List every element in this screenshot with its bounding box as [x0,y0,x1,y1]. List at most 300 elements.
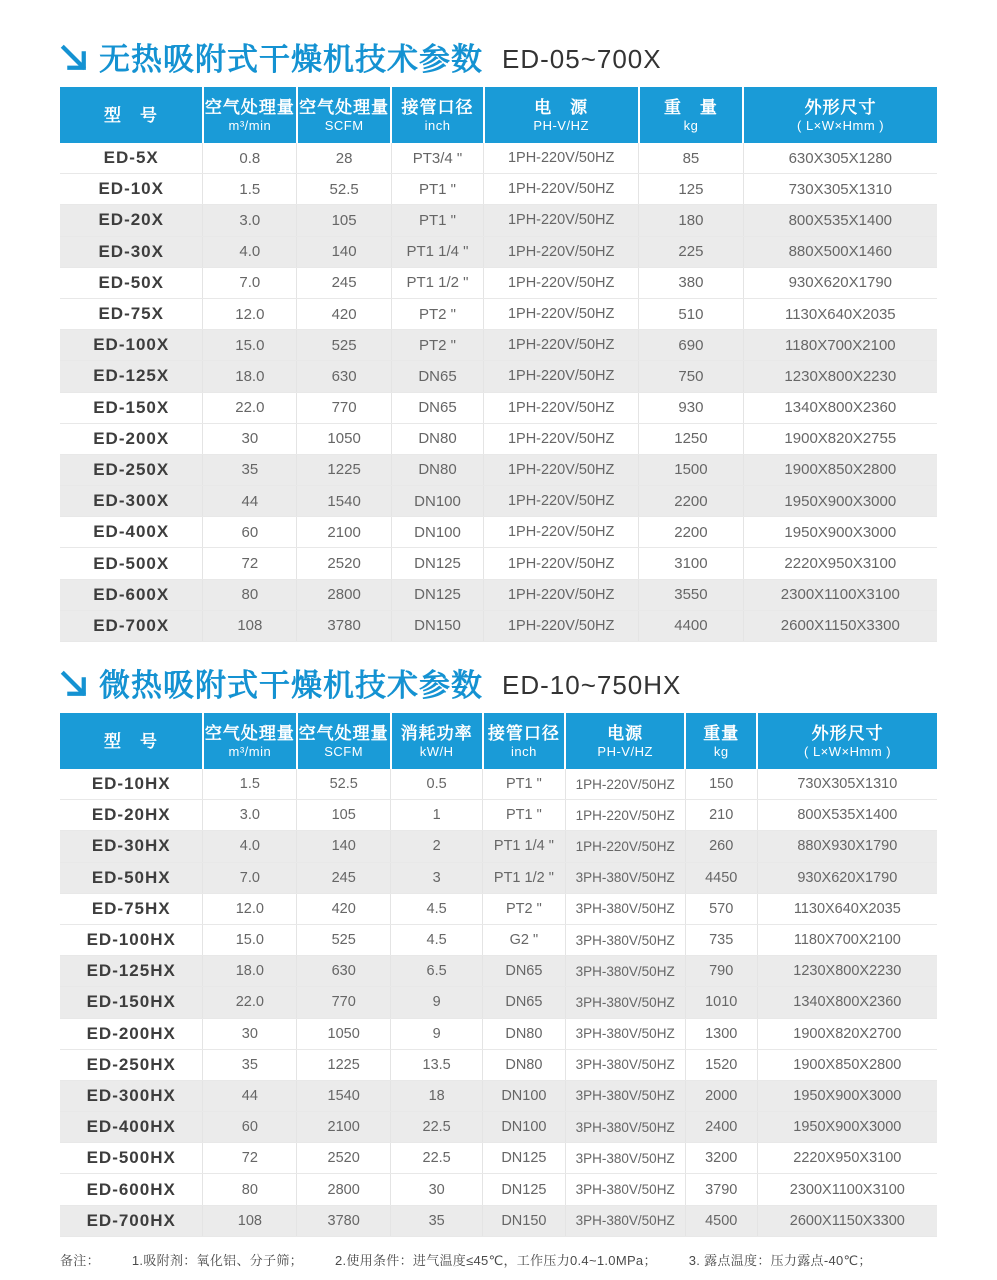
table-cell: 3200 [685,1143,757,1174]
header-cell [391,87,483,143]
table-cell: 13.5 [391,1049,483,1080]
table-cell: 140 [297,236,392,267]
header-cell [297,713,391,769]
table-cell: 1900X820X2700 [757,1018,937,1049]
table-cell: 1.5 [203,174,297,205]
table-cell: DN65 [391,361,483,392]
table-row [60,548,937,579]
header-row [60,713,937,769]
table-cell: 35 [203,1049,297,1080]
footnote-item: 2.使用条件：进气温度≤45℃，工作压力0.4~1.0MPa； [334,1252,657,1268]
header-cell [565,713,685,769]
table-row [60,298,937,329]
header-cell [60,87,203,143]
table-cell: 1900X850X2800 [743,454,937,485]
header-label-unit: ( L×W×Hmm ) [797,117,885,133]
model-range-label-2: ED-10~750HX [502,670,682,700]
table-cell: 1PH-220V/50HZ [484,610,639,641]
header-cell [391,713,483,769]
table-cell: 1PH-220V/50HZ [484,579,639,610]
header-label-zh: 接管口径 [401,97,474,117]
table-cell: 3PH-380V/50HZ [565,956,685,987]
table-cell: 2400 [685,1112,757,1143]
table-cell: 1050 [297,423,392,454]
page-title-2: 微热吸附式干燥机技术参数 [99,667,483,703]
table-cell: 525 [297,924,391,955]
table-row [60,423,937,454]
table-cell: 1PH-220V/50HZ [484,392,639,423]
table-cell: 3PH-380V/50HZ [565,1143,685,1174]
table-cell: 3PH-380V/50HZ [565,924,685,955]
table-cell: 3PH-380V/50HZ [565,1018,685,1049]
table-cell: 52.5 [297,174,392,205]
table-cell: 180 [639,205,743,236]
table-cell: 18.0 [203,361,297,392]
table-cell: 260 [685,831,757,862]
table-cell: 44 [203,1080,297,1111]
table-cell: 1PH-220V/50HZ [484,548,639,579]
table-cell: 1250 [639,423,743,454]
table-row [60,174,937,205]
table-row [60,267,937,298]
table-cell: DN125 [483,1174,565,1205]
header-label-zh: 型 号 [103,105,158,125]
header-row [60,87,937,143]
table-row [60,517,937,548]
table-cell: 1PH-220V/50HZ [484,267,639,298]
table-cell: 800X535X1400 [743,205,937,236]
table-cell: 2800 [297,579,392,610]
heatless-dryer-section [60,36,937,642]
table-cell: 1130X640X2035 [743,298,937,329]
table-cell: 15.0 [203,330,297,361]
header-label-unit: PH-V/HZ [533,117,589,133]
table-cell: 880X500X1460 [743,236,937,267]
header-label-unit: SCFM [324,117,364,133]
table-row [60,1174,937,1205]
table-cell: DN100 [483,1080,565,1111]
header-label-zh: 空气处理量 [298,723,389,743]
table-row [60,361,937,392]
table-cell: 1230X800X2230 [757,956,937,987]
table-cell: 2100 [297,517,392,548]
table-row [60,486,937,517]
model-cell: ED-5X [60,143,203,174]
table-cell: 690 [639,330,743,361]
table-cell: 44 [203,486,297,517]
table-cell: 125 [639,174,743,205]
model-cell: ED-200HX [60,1018,203,1049]
table-cell: 3100 [639,548,743,579]
table-cell: 1PH-220V/50HZ [565,831,685,862]
table-cell: 930 [639,392,743,423]
table-cell: 3PH-380V/50HZ [565,862,685,893]
model-cell: ED-150X [60,392,203,423]
table-cell: PT2 " [483,893,565,924]
table-row [60,236,937,267]
table-cell: PT1 1/2 " [483,862,565,893]
model-cell: ED-500HX [60,1143,203,1174]
table-cell: 245 [297,267,392,298]
table-cell: 770 [297,987,391,1018]
table-cell: 72 [203,1143,297,1174]
arrow-down-right-icon [60,670,90,700]
header-cell [757,713,937,769]
header-label-zh: 空气处理量 [204,723,295,743]
table-cell: PT1 1/4 " [483,831,565,862]
table-cell: 2100 [297,1112,391,1143]
table-cell: 30 [391,1174,483,1205]
table-row [60,893,937,924]
table-row [60,610,937,641]
spec-table-heated [60,713,937,1237]
model-cell: ED-20HX [60,800,203,831]
table-cell: 1540 [297,1080,391,1111]
table-cell: 72 [203,548,297,579]
table-cell: DN80 [391,423,483,454]
table-cell: DN65 [483,987,565,1018]
table-cell: 790 [685,956,757,987]
spec-table-heatless [60,87,937,642]
table-cell: 60 [203,1112,297,1143]
model-cell: ED-200X [60,423,203,454]
header-label-zh: 空气处理量 [204,97,295,117]
model-cell: ED-10X [60,174,203,205]
model-cell: ED-75X [60,298,203,329]
table-cell: 1900X820X2755 [743,423,937,454]
table-cell: 3PH-380V/50HZ [565,1112,685,1143]
table-cell: 1230X800X2230 [743,361,937,392]
table-cell: 150 [685,769,757,800]
table-cell: 80 [203,1174,297,1205]
table-cell: 3PH-380V/50HZ [565,1049,685,1080]
table-cell: 30 [203,1018,297,1049]
table-cell: 35 [391,1205,483,1236]
table-cell: DN100 [391,517,483,548]
header-label-unit: ( L×W×Hmm ) [804,743,892,759]
table-cell: 880X930X1790 [757,831,937,862]
table-cell: 2220X950X3100 [743,548,937,579]
table-cell: PT1 1/2 " [391,267,483,298]
header-label-zh: 型 号 [103,731,158,751]
table-row [60,800,937,831]
model-cell: ED-125HX [60,956,203,987]
table-cell: 930X620X1790 [743,267,937,298]
header-label-zh: 重 量 [663,97,718,117]
header-cell [743,87,937,143]
header-label-zh: 外形尺寸 [811,723,884,743]
table-cell: 420 [297,298,392,329]
table-cell: 1010 [685,987,757,1018]
table-cell: 9 [391,1018,483,1049]
table-cell: PT2 " [391,298,483,329]
header-cell [639,87,743,143]
model-cell: ED-150HX [60,987,203,1018]
table-cell: 730X305X1310 [743,174,937,205]
model-cell: ED-400HX [60,1112,203,1143]
header-label-zh: 电源 [607,723,644,743]
model-range-label: ED-05~700X [502,44,662,74]
table-row [60,862,937,893]
table-cell: 22.0 [203,392,297,423]
table-cell: 0.5 [391,769,483,800]
table-cell: 4.0 [203,236,297,267]
table-cell: 18 [391,1080,483,1111]
footnote [60,1250,937,1269]
table-cell: 4450 [685,862,757,893]
table-cell: 4500 [685,1205,757,1236]
table-cell: 3.0 [203,800,297,831]
table-cell: 1950X900X3000 [757,1112,937,1143]
table-row [60,454,937,485]
table-cell: 800X535X1400 [757,800,937,831]
table-cell: 3 [391,862,483,893]
table-cell: 1180X700X2100 [743,330,937,361]
table-cell: 105 [297,800,391,831]
model-cell: ED-10HX [60,769,203,800]
table-cell: 60 [203,517,297,548]
header-label-unit: m³/min [228,743,272,759]
table-cell: 2520 [297,1143,391,1174]
heated-dryer-section [60,662,937,1237]
table-cell: DN80 [391,454,483,485]
table-cell: 2600X1150X3300 [757,1205,937,1236]
table-cell: 1180X700X2100 [757,924,937,955]
table-cell: 15.0 [203,924,297,955]
table-cell: 7.0 [203,862,297,893]
table-cell: 630 [297,956,391,987]
table-cell: 2600X1150X3300 [743,610,937,641]
header-cell [203,713,297,769]
table-cell: 2520 [297,548,392,579]
table-cell: PT2 " [391,330,483,361]
model-cell: ED-300X [60,486,203,517]
table-cell: 3PH-380V/50HZ [565,1205,685,1236]
table-cell: 108 [203,1205,297,1236]
table-cell: DN125 [483,1143,565,1174]
table-cell: 1900X850X2800 [757,1049,937,1080]
table-cell: 930X620X1790 [757,862,937,893]
table-cell: 245 [297,862,391,893]
table-cell: 1PH-220V/50HZ [565,769,685,800]
table-cell: DN80 [483,1018,565,1049]
table-cell: 1PH-220V/50HZ [484,517,639,548]
model-cell: ED-250HX [60,1049,203,1080]
table-row [60,1018,937,1049]
model-cell: ED-600HX [60,1174,203,1205]
table-cell: PT1 " [483,800,565,831]
table-cell: 3PH-380V/50HZ [565,987,685,1018]
table-cell: DN125 [391,548,483,579]
table-row [60,831,937,862]
table-cell: DN150 [483,1205,565,1236]
table-cell: 4.5 [391,924,483,955]
model-cell: ED-700HX [60,1205,203,1236]
table-cell: 35 [203,454,297,485]
model-cell: ED-700X [60,610,203,641]
model-cell: ED-50HX [60,862,203,893]
table-cell: PT1 " [391,205,483,236]
table-row [60,579,937,610]
footnote-item: 1.吸附剂：氧化铝、分子筛； [131,1252,303,1268]
header-label-unit: kW/H [419,743,454,759]
table-cell: 1PH-220V/50HZ [484,143,639,174]
header-cell [483,713,565,769]
table-cell: PT1 " [483,769,565,800]
table-cell: 1PH-220V/50HZ [484,361,639,392]
model-cell: ED-50X [60,267,203,298]
table-cell: 2200 [639,517,743,548]
table-cell: 770 [297,392,392,423]
arrow-down-right-icon [60,44,90,74]
header-label-zh: 电 源 [534,97,589,117]
table-cell: 12.0 [203,298,297,329]
table-cell: 12.0 [203,893,297,924]
table-cell: 380 [639,267,743,298]
table-cell: 1300 [685,1018,757,1049]
table-cell: DN100 [483,1112,565,1143]
table-cell: 2000 [685,1080,757,1111]
table-cell: 4400 [639,610,743,641]
header-label-unit: m³/min [228,117,272,133]
header-cell [297,87,392,143]
model-cell: ED-600X [60,579,203,610]
header-cell [60,713,203,769]
section-title-heatless [60,36,937,82]
header-label-unit: PH-V/HZ [597,743,653,759]
table-cell: 3PH-380V/50HZ [565,893,685,924]
page-title: 无热吸附式干燥机技术参数 [99,41,483,77]
table-cell: 105 [297,205,392,236]
table-cell: 3PH-380V/50HZ [565,1080,685,1111]
header-label-unit: inch [424,117,451,133]
table-cell: 1.5 [203,769,297,800]
footnote-item: 3. 露点温度：压力露点-40℃； [688,1252,872,1268]
table-cell: 108 [203,610,297,641]
table-cell: 6.5 [391,956,483,987]
header-label-zh: 外形尺寸 [804,97,877,117]
table-cell: 2800 [297,1174,391,1205]
table-row [60,392,937,423]
header-label-unit: kg [683,117,699,133]
header-cell [685,713,757,769]
table-cell: 1PH-220V/50HZ [484,486,639,517]
table-cell: 1PH-220V/50HZ [565,800,685,831]
table-cell: 1500 [639,454,743,485]
table-cell: 225 [639,236,743,267]
table-cell: 0.8 [203,143,297,174]
table-cell: 735 [685,924,757,955]
table-cell: 4.5 [391,893,483,924]
table-cell: 570 [685,893,757,924]
table-cell: 1950X900X3000 [757,1080,937,1111]
header-label-zh: 空气处理量 [299,97,390,117]
table-row [60,769,937,800]
table-cell: 28 [297,143,392,174]
table-cell: DN150 [391,610,483,641]
table-row [60,1080,937,1111]
table-cell: 1050 [297,1018,391,1049]
table-row [60,330,937,361]
table-cell: 80 [203,579,297,610]
table-cell: DN65 [483,956,565,987]
model-cell: ED-75HX [60,893,203,924]
table-cell: 1PH-220V/50HZ [484,205,639,236]
table-row [60,1112,937,1143]
table-cell: 22.0 [203,987,297,1018]
table-cell: 2220X950X3100 [757,1143,937,1174]
model-cell: ED-20X [60,205,203,236]
table-cell: 1340X800X2360 [743,392,937,423]
table-cell: DN100 [391,486,483,517]
header-label-unit: inch [510,743,537,759]
table-row [60,987,937,1018]
table-row [60,1143,937,1174]
table-cell: 2300X1100X3100 [743,579,937,610]
table-cell: 140 [297,831,391,862]
table-cell: 1 [391,800,483,831]
table-cell: 1PH-220V/50HZ [484,454,639,485]
table-cell: 22.5 [391,1112,483,1143]
model-cell: ED-400X [60,517,203,548]
header-cell [203,87,297,143]
header-label-zh: 接管口径 [487,723,560,743]
table-cell: 22.5 [391,1143,483,1174]
table-cell: 420 [297,893,391,924]
table-row [60,924,937,955]
table-cell: PT1 " [391,174,483,205]
table-cell: 3780 [297,610,392,641]
footnote-items [132,1253,872,1268]
model-cell: ED-30X [60,236,203,267]
header-label-unit: kg [713,743,729,759]
table-cell: 1950X900X3000 [743,486,937,517]
table-cell: 1PH-220V/50HZ [484,298,639,329]
model-cell: ED-250X [60,454,203,485]
table-cell: 1950X900X3000 [743,517,937,548]
table-cell: 3PH-380V/50HZ [565,1174,685,1205]
header-label-zh: 消耗功率 [400,723,473,743]
table-row [60,956,937,987]
table-row [60,1205,937,1236]
model-cell: ED-100X [60,330,203,361]
table-cell: 2200 [639,486,743,517]
table-cell: 1PH-220V/50HZ [484,330,639,361]
table-cell: 9 [391,987,483,1018]
table-row [60,143,937,174]
table-cell: 1PH-220V/50HZ [484,174,639,205]
table-cell: 85 [639,143,743,174]
table-row [60,1049,937,1080]
table-cell: 1340X800X2360 [757,987,937,1018]
table-cell: 1225 [297,1049,391,1080]
table-cell: 630X305X1280 [743,143,937,174]
table-cell: PT1 1/4 " [391,236,483,267]
header-label-unit: SCFM [324,743,364,759]
table-cell: 510 [639,298,743,329]
table-cell: 1520 [685,1049,757,1080]
table-cell: 3.0 [203,205,297,236]
table-cell: 2 [391,831,483,862]
table-cell: PT3/4 " [391,143,483,174]
table-cell: 1PH-220V/50HZ [484,423,639,454]
table-cell: 525 [297,330,392,361]
table-cell: DN65 [391,392,483,423]
table-cell: 1PH-220V/50HZ [484,236,639,267]
table-cell: DN80 [483,1049,565,1080]
model-cell: ED-30HX [60,831,203,862]
table-cell: 3550 [639,579,743,610]
